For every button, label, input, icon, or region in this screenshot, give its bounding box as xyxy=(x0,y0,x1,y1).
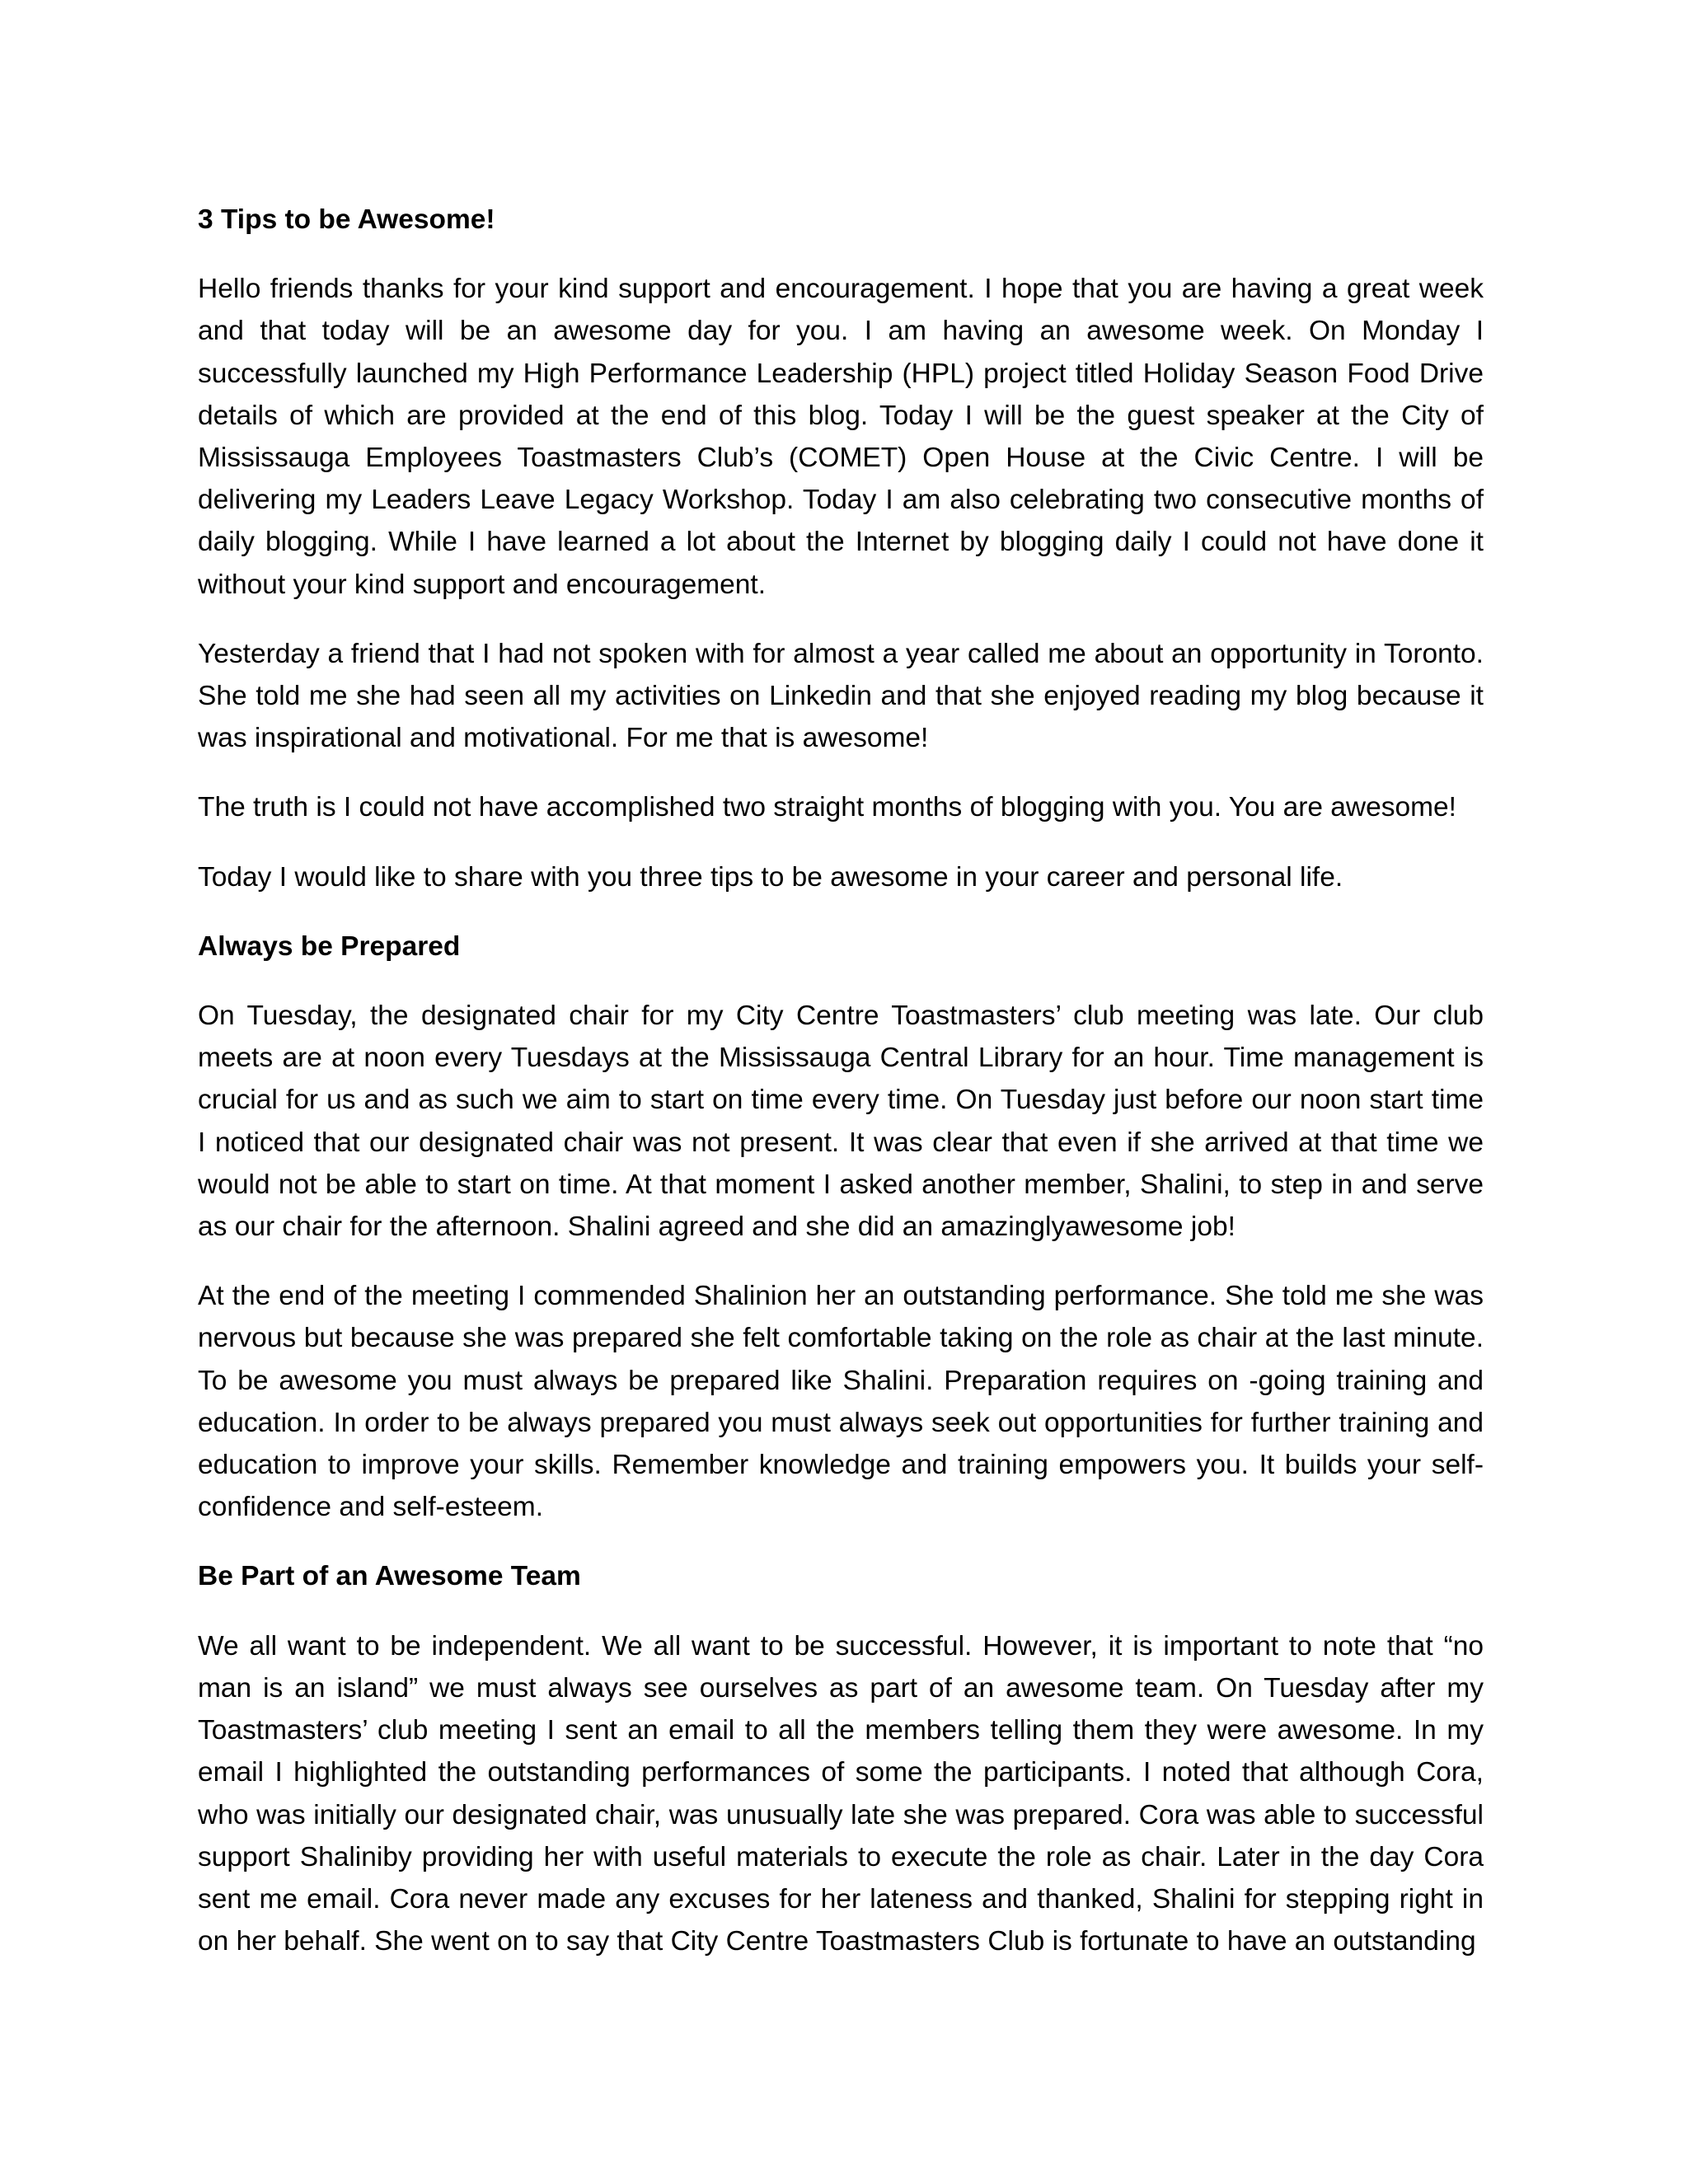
intro-paragraph-3: The truth is I could not have accomplished two straight months of blogging with you. You are awesome! xyxy=(198,792,1456,823)
prepared-paragraph-2: At the end of the meeting I commended Shalinion her an outstanding performance. She told me she was nervous but because she was prepared she felt comfortable taking on the role as chair at the last minute. To be awesome you must always be prepared like Shalini. Preparation requires on -going training and education. In order to be always prepared you must always seek out opportunities for further training and education to improve your skills. Remember knowledge and training empowers you. It builds your self-confidence and self-esteem. xyxy=(198,1281,1484,1523)
intro-paragraph-2: Yesterday a friend that I had not spoken with for almost a year called me about an opportunity in Toronto. She told me she had seen all my activities on Linkedin and that she enjoyed reading my blog because it was inspirational and motivational. For me that is awesome! xyxy=(198,638,1484,754)
document-title: 3 Tips to be Awesome! xyxy=(198,204,495,235)
prepared-paragraph-1: On Tuesday, the designated chair for my City Centre Toastmasters’ club meeting was late. Our club meets are at noon every Tuesdays at the Mississauga Central Library for an hour. Time management is crucial for us and as such we aim to start on time every time. On Tuesday just before our noon start time I noticed that our designated chair was not present. It was clear that even if she arrived at that time we would not be able to start on time. At that moment I asked another member, Shalini, to step in and serve as our chair for the afternoon. Shalini agreed and she did an amazinglyawesome job! xyxy=(198,1001,1484,1243)
intro-paragraph-1: Hello friends thanks for your kind support and encouragement. I hope that you are having a great week and that today will be an awesome day for you. I am having an awesome week. On Monday I successfully launched my High Performance Leadership (HPL) project titled Holiday Season Food Drive details of which are provided at the end of this blog. Today I will be the guest speaker at the City of Mississauga Employees Toastmasters Club’s (COMET) Open House at the Civic Centre. I will be delivering my Leaders Leave Legacy Workshop. Today I am also celebrating two consecutive months of daily blogging. While I have learned a lot about the Internet by blogging daily I could not have done it without your kind support and encouragement. xyxy=(198,274,1484,600)
team-paragraph-1: We all want to be independent. We all want to be successful. However, it is important to note that “no man is an island” we must always see ourselves as part of an awesome team. On Tuesday after my Toastmasters’ club meeting I sent an email to all the members telling them they were awesome. In my email I highlighted the outstanding performances of some the participants. I noted that although Cora, who was initially our designated chair, was unusually late she was prepared. Cora was able to successful support Shaliniby providing her with useful materials to execute the role as chair. Later in the day Cora sent me email. Cora never made any excuses for her lateness and thanked, Shalini for stepping right in on her behalf. She went on to say that City Centre Toastmasters Club is fortunate to have an outstanding xyxy=(198,1630,1484,1957)
section-heading-team: Be Part of an Awesome Team xyxy=(198,1561,581,1592)
intro-paragraph-4: Today I would like to share with you three tips to be awesome in your career and personal life. xyxy=(198,861,1343,893)
section-heading-prepared: Always be Prepared xyxy=(198,930,461,962)
document-page xyxy=(198,199,1484,1962)
